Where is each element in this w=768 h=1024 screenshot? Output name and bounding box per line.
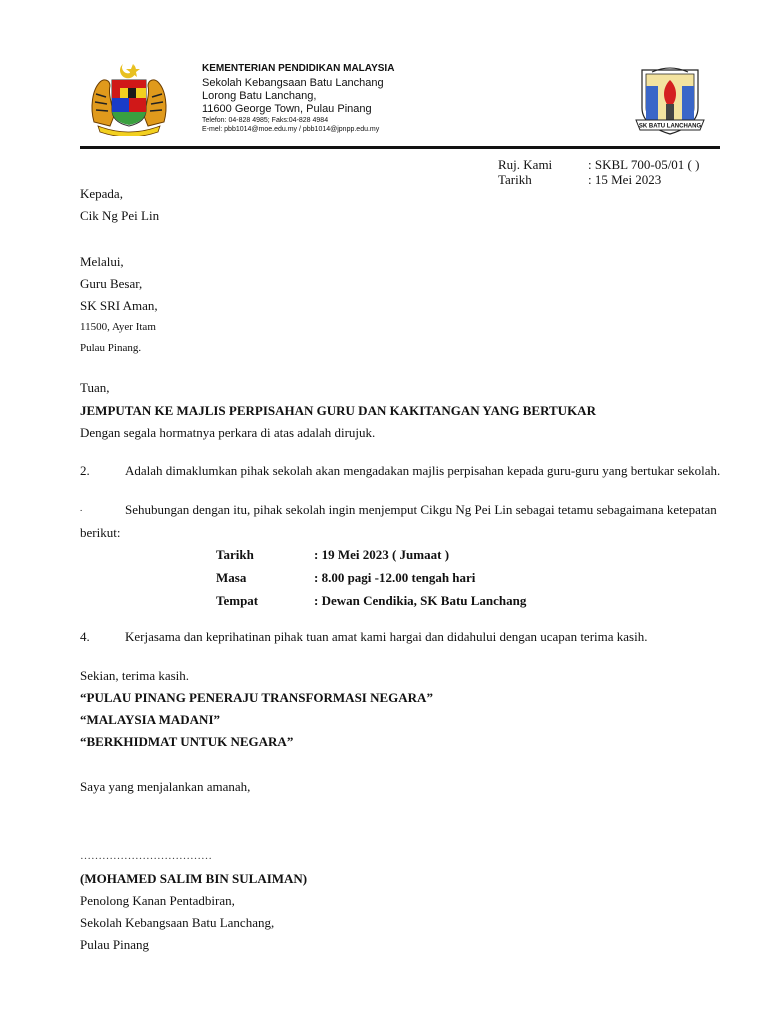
date-label: Tarikh bbox=[498, 172, 532, 187]
recipient-line2: SK SRI Aman, bbox=[80, 298, 158, 313]
school-address-line1: Lorong Batu Lanchang, bbox=[202, 90, 317, 102]
signature-line: ……………………………… bbox=[80, 850, 212, 862]
letterhead-divider bbox=[80, 146, 720, 149]
ministry-name: KEMENTERIAN PENDIDIKAN MALAYSIA bbox=[202, 63, 395, 74]
school-email: E-mel: pbb1014@moe.edu.my / pbb1014@jpnpp.edu.my bbox=[202, 126, 380, 133]
detail-time-value: : 8.00 pagi -12.00 tengah hari bbox=[314, 570, 476, 585]
detail-venue-label: Tempat bbox=[216, 593, 259, 608]
date-value: : 15 Mei 2023 bbox=[588, 172, 662, 187]
closing-line: Sekian, terima kasih. bbox=[80, 668, 190, 683]
slogan-3: “BERKHIDMAT UNTUK NEGARA” bbox=[80, 734, 294, 749]
ref-value: : SKBL 700-05/01 ( ) bbox=[588, 157, 700, 172]
detail-date-value: : 19 Mei 2023 ( Jumaat ) bbox=[314, 547, 450, 562]
detail-time-label: Masa bbox=[216, 570, 247, 585]
slogan-2: “MALAYSIA MADANI” bbox=[80, 712, 221, 727]
recipient-line1: Guru Besar, bbox=[80, 276, 143, 291]
letter-subject: JEMPUTAN KE MAJLIS PERPISAHAN GURU DAN KAKITANGAN YANG BERTUKAR bbox=[80, 403, 596, 418]
recipient-melalui: Melalui, bbox=[80, 254, 124, 269]
signatory-school: Sekolah Kebangsaan Batu Lanchang, bbox=[80, 915, 275, 930]
signatory-state: Pulau Pinang bbox=[80, 937, 149, 952]
para2-number: 2. bbox=[80, 463, 90, 478]
ref-label: Ruj. Kami bbox=[498, 157, 553, 172]
detail-date-label: Tarikh bbox=[216, 547, 254, 562]
school-address-line2: 11600 George Town, Pulau Pinang bbox=[202, 103, 372, 115]
slogan-1: “PULAU PINANG PENERAJU TRANSFORMASI NEGARA” bbox=[80, 690, 433, 705]
para2-text: Adalah dimaklumkan pihak sekolah akan mengadakan majlis perpisahan kepada guru-guru yang bertukar sekolah. bbox=[125, 463, 721, 478]
recipient-line4: Pulau Pinang. bbox=[80, 342, 142, 354]
school-name: Sekolah Kebangsaan Batu Lanchang bbox=[202, 77, 384, 89]
school-logo-text: SK BATU LANCHANG bbox=[638, 123, 702, 130]
signatory-title: Penolong Kanan Pentadbiran, bbox=[80, 893, 235, 908]
para3-number: . bbox=[80, 503, 83, 513]
amanah-line: Saya yang menjalankan amanah, bbox=[80, 779, 251, 794]
para4-text: Kerjasama dan keprihatinan pihak tuan amat kami hargai dan didahului dengan ucapan terima kasih. bbox=[125, 629, 648, 644]
school-shield-logo-icon bbox=[632, 64, 708, 140]
salutation: Tuan, bbox=[80, 380, 110, 395]
school-phone: Telefon: 04-828 4985; Faks:04-828 4984 bbox=[202, 117, 329, 124]
para4-number: 4. bbox=[80, 629, 90, 644]
recipient-name: Cik Ng Pei Lin bbox=[80, 208, 160, 223]
para3-text-line1: Sehubungan dengan itu, pihak sekolah ingin menjemput Cikgu Ng Pei Lin sebagai tetamu sebagaimana ketepatan bbox=[125, 502, 717, 517]
opening-line: Dengan segala hormatnya perkara di atas adalah dirujuk. bbox=[80, 425, 376, 440]
recipient-line3: 11500, Ayer Itam bbox=[80, 321, 156, 333]
signatory-name: (MOHAMED SALIM BIN SULAIMAN) bbox=[80, 871, 308, 886]
para3-text-line2: berikut: bbox=[80, 525, 121, 540]
detail-venue-value: : Dewan Cendikia, SK Batu Lanchang bbox=[314, 593, 527, 608]
recipient-kepada: Kepada, bbox=[80, 186, 123, 201]
malaysia-coat-of-arms-icon bbox=[88, 60, 170, 136]
